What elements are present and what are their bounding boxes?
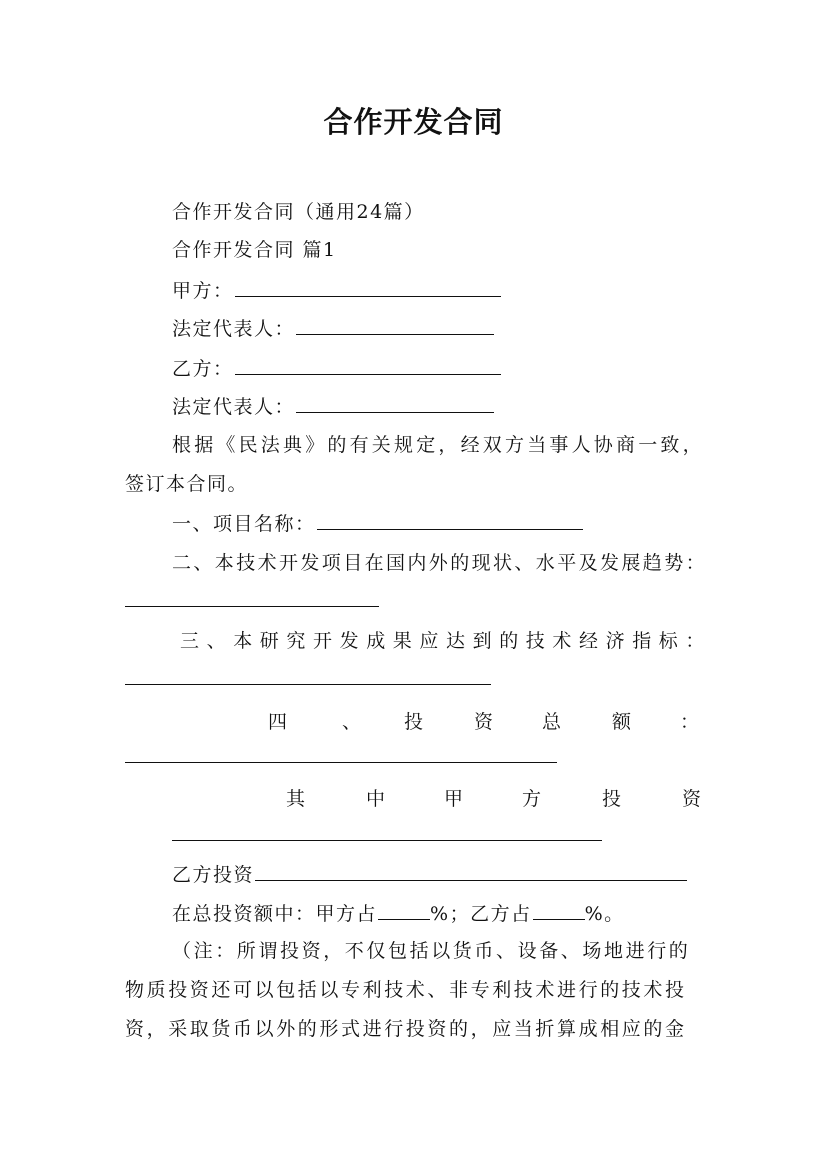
legal-rep-a-line (172, 316, 494, 341)
intro-paragraph-line1: 根据《民法典》的有关规定，经双方当事人协商一致， (172, 434, 705, 456)
item2-line: 二、本技术开发项目在国内外的现状、水平及发展趋势： (172, 552, 708, 574)
item1-line (172, 511, 583, 536)
item1-blank[interactable] (317, 511, 583, 530)
item4-char: 资 (474, 711, 494, 733)
item2-blank[interactable] (125, 606, 379, 607)
note-line2: 物质投资还可以包括以专利技术、非专利技术进行的技术投 (125, 979, 687, 1001)
subtitle-line: 合作开发合同（通用24篇） (172, 201, 425, 223)
item3-blank[interactable] (125, 684, 491, 685)
section-heading: 合作开发合同 篇1 (172, 239, 337, 261)
item4a-char: 中 (366, 788, 386, 810)
party-a-blank[interactable] (235, 278, 501, 297)
item4-blank[interactable] (125, 762, 557, 763)
intro-paragraph-line2: 签订本合同。 (125, 473, 249, 495)
legal-rep-b-blank[interactable] (296, 394, 494, 413)
party-b-investment-label: 乙方投资 (172, 864, 255, 886)
legal-rep-b-label: 法定代表人： (172, 396, 296, 418)
party-b-blank[interactable] (235, 356, 501, 375)
item4a-line (0, 784, 827, 808)
ratio-line (172, 901, 625, 926)
item4-char: 投 (404, 711, 424, 733)
party-b-investment-blank[interactable] (255, 862, 687, 881)
item4a-char: 其 (286, 788, 306, 810)
item1-label: 一、项目名称： (172, 513, 316, 535)
item4a-char: 方 (522, 788, 542, 810)
ratio-label-c: %。 (584, 903, 625, 925)
item4-char: 总 (542, 711, 562, 733)
legal-rep-a-label: 法定代表人： (172, 318, 296, 340)
document-title: 合作开发合同 (323, 105, 504, 139)
ratio-label-a: 在总投资额中：甲方占 (172, 903, 378, 925)
party-b-line (172, 356, 501, 381)
party-a-line (172, 278, 501, 303)
legal-rep-a-blank[interactable] (296, 316, 494, 335)
ratio-label-b: %；乙方占 (430, 903, 532, 925)
party-a-label: 甲方： (172, 280, 234, 302)
party-b-investment-line (172, 862, 687, 887)
item4-line (0, 707, 827, 731)
item4a-char: 资 (682, 788, 702, 810)
item3-line: 三、本研究开发成果应达到的技术经济指标： (180, 630, 713, 652)
note-line3: 资，采取货币以外的形式进行投资的，应当折算成相应的金 (125, 1018, 687, 1040)
item4-char: 、 (342, 711, 362, 733)
item4a-char: 甲 (444, 788, 464, 810)
party-a-investment-blank[interactable] (172, 840, 602, 841)
item4-char: ： (680, 711, 700, 733)
note-line1: （注：所谓投资，不仅包括以货币、设备、场地进行的 (172, 940, 691, 962)
item4-char: 额 (612, 711, 632, 733)
ratio-b-blank[interactable] (533, 901, 585, 920)
item4-char: 四 (268, 711, 288, 733)
legal-rep-b-line (172, 394, 494, 419)
party-b-label: 乙方： (172, 358, 234, 380)
ratio-a-blank[interactable] (378, 901, 430, 920)
item4a-char: 投 (602, 788, 622, 810)
